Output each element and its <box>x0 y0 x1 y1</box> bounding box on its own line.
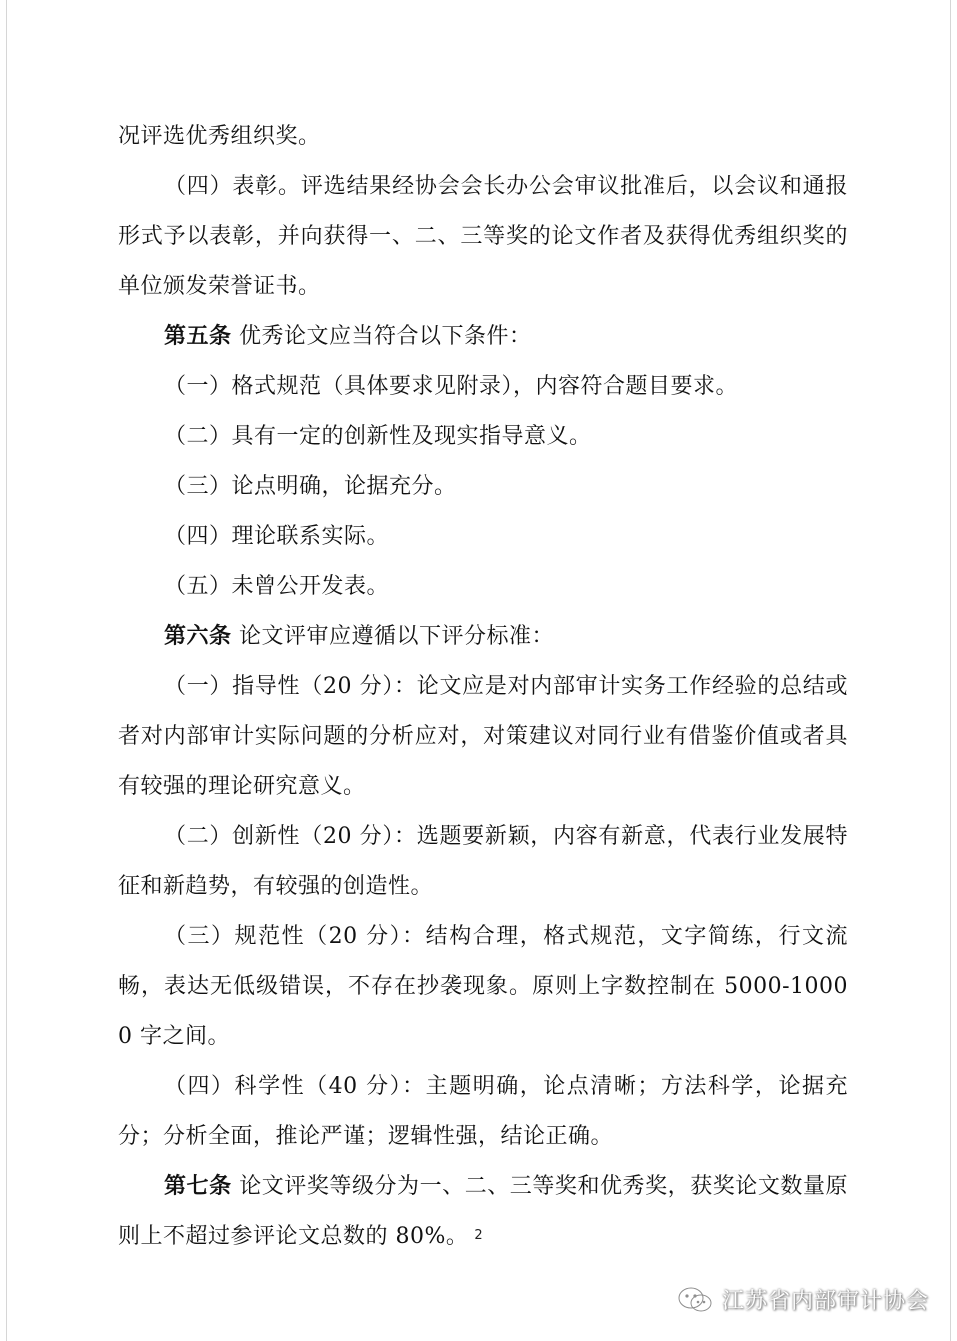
article-text: 论文评审应遵循以下评分标准： <box>231 624 555 649</box>
article-number: 第六条 <box>164 624 232 649</box>
article-text: 优秀论文应当符合以下条件： <box>231 324 532 349</box>
article-heading-paragraph <box>118 1162 848 1262</box>
list-item: （二）具有一定的创新性及现实指导意义。 <box>164 424 592 449</box>
article-number: 第七条 <box>164 1174 232 1199</box>
document-body <box>118 112 848 1262</box>
article-heading-paragraph <box>118 612 848 662</box>
wechat-official-account-icon <box>676 1285 714 1315</box>
page-left-edge <box>6 0 7 1341</box>
paragraph: 况评选优秀组织奖。 <box>118 124 321 149</box>
watermark <box>676 1284 929 1315</box>
article-heading-paragraph <box>118 312 848 362</box>
article-number: 第五条 <box>164 324 232 349</box>
article-text: 论文评奖等级分为一、二、三等奖和优秀奖，获奖论文数量原则上不超过参评论文总数的 80%。 <box>118 1174 848 1249</box>
list-item: （三）规范性（20 分）：结构合理，格式规范，文字简练，行文流畅，表达无低级错误，不存在抄袭现象。原则上字数控制在 5000-10000 字之间。 <box>118 924 848 1049</box>
list-item: （二）创新性（20 分）：选题要新颖，内容有新意，代表行业发展特征和新趋势，有较强的创造性。 <box>118 824 848 899</box>
list-item: （一）格式规范（具体要求见附录），内容符合题目要求。 <box>164 374 739 399</box>
list-item: （三）论点明确，论据充分。 <box>164 474 457 499</box>
list-item: （一）指导性（20 分）：论文应是对内部审计实务工作经验的总结或者对内部审计实际问题的分析应对，对策建议对同行业有借鉴价值或者具有较强的理论研究意义。 <box>118 674 848 799</box>
watermark-text: 江苏省内部审计协会 <box>721 1289 929 1314</box>
list-item: （四）科学性（40 分）：主题明确，论点清晰；方法科学，论据充分；分析全面，推论严谨；逻辑性强，结论正确。 <box>118 1074 848 1149</box>
paragraph: （四）表彰。评选结果经协会会长办公会审议批准后，以会议和通报形式予以表彰，并向获得一、二、三等奖的论文作者及获得优秀组织奖的单位颁发荣誉证书。 <box>118 174 848 299</box>
page-right-edge <box>950 0 951 1341</box>
page-number: 2 <box>474 1228 483 1243</box>
list-item: （四）理论联系实际。 <box>164 524 390 549</box>
list-item: （五）未曾公开发表。 <box>164 574 390 599</box>
